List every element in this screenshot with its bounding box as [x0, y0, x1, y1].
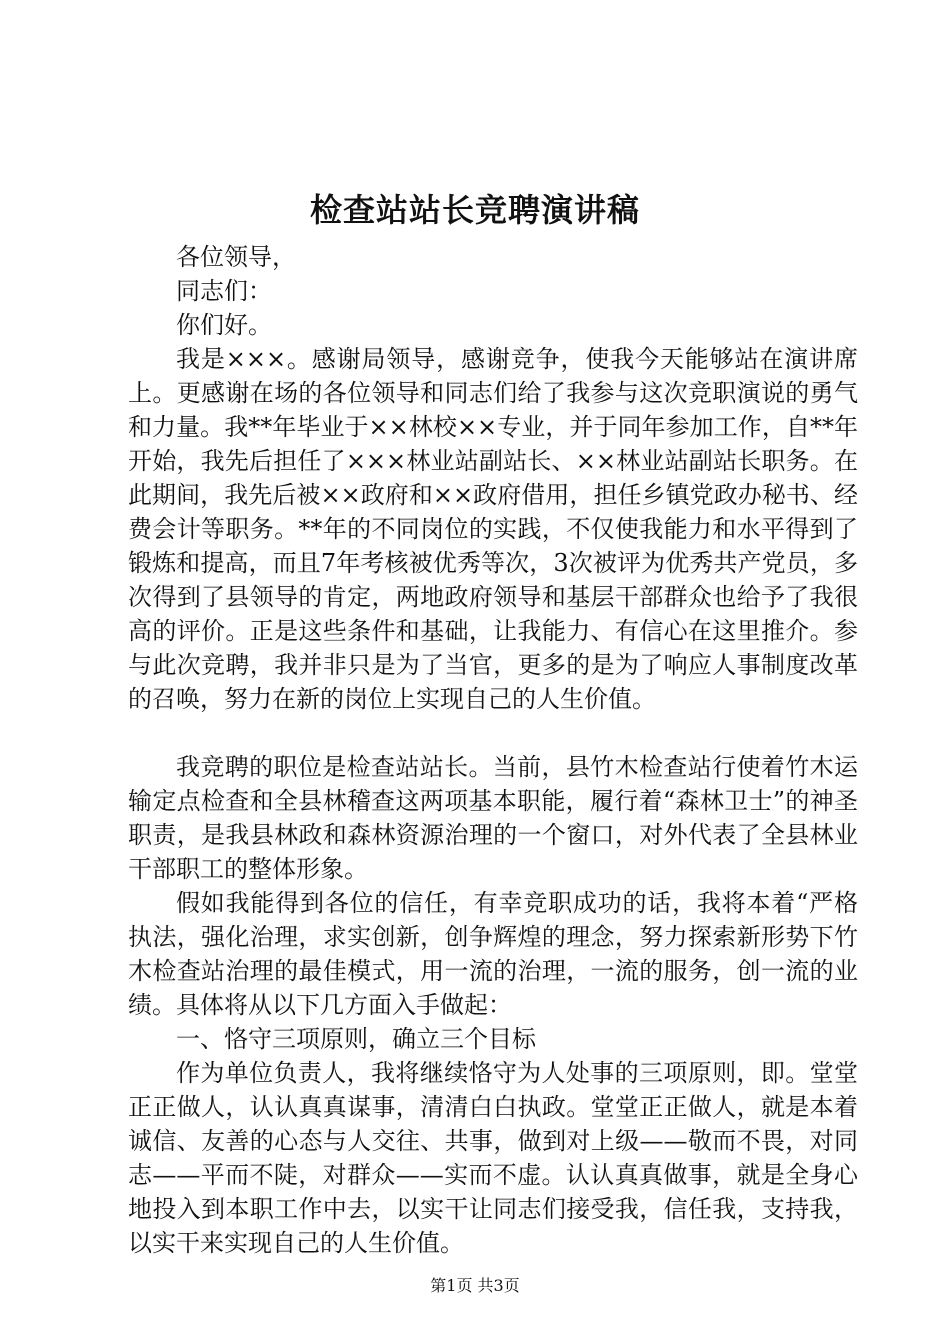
page-title: 检查站站长竞聘演讲稿 — [309, 191, 640, 229]
paragraph-introduction: 我是×××。感谢局领导，感谢竞争，使我今天能够站在演讲席上。更感谢在场的各位领导和同志们给了我参与这次竞职演说的勇气和力量。我**年毕业于××林校××专业，并于同年参加工作，自**年开始，我先后担任了×××林业站副站长、××林业站副站长职务。在此期间，我先后被××政府和××政府借用，担任乡镇党政办秘书、经费会计等职务。**年的不同岗位的实践，不仅使我能力和水平得到了锻炼和提高，而且7年考核被优秀等次，3次被评为优秀共产党员，多次得到了县领导的肯定，两地政府领导和基层干部群众也给予了我很高的评价。正是这些条件和基础，让我能力、有信心在这里推介。参与此次竞聘，我并非只是为了当官，更多的是为了响应人事制度改革的召唤，努力在新的岗位上实现自己的人生价值。 — [128, 345, 858, 713]
paragraph-spacer — [128, 716, 858, 750]
salutation-comrades: 同志们： — [176, 277, 272, 305]
paragraph-plan: 假如我能得到各位的信任，有幸竞职成功的话，我将本着“严格执法，强化治理，求实创新，创争辉煌的理念，努力探索新形势下竹木检查站治理的最佳模式，用一流的治理，一流的服务，创一流的业绩。具体将从以下几方面入手做起： — [128, 889, 858, 1019]
page-footer: 第1页 共3页 — [430, 1276, 520, 1295]
paragraph-principles: 作为单位负责人，我将继续恪守为人处事的三项原则，即。堂堂正正做人，认认真真谋事，清清白白执政。堂堂正正做人，就是本着诚信、友善的心态与人交往、共事，做到对上级——敬而不畏，对同志——平而不陡，对群众——实而不虚。认认真真做事，就是全身心地投入到本职工作中去，以实干让同志们接受我，信任我，支持我，以实干来实现自己的人生价值。 — [128, 1059, 858, 1257]
salutation-leaders: 各位领导， — [176, 243, 296, 271]
document-body — [128, 240, 858, 1260]
paragraph-position: 我竞聘的职位是检查站站长。当前，县竹木检查站行使着竹木运输定点检查和全县林稽查这两项基本职能，履行着“森林卫士”的神圣职责，是我县林政和森林资源治理的一个窗口，对外代表了全县林业干部职工的整体形象。 — [128, 753, 858, 883]
greeting: 你们好。 — [176, 311, 272, 339]
section-heading: 一、恪守三项原则，确立三个目标 — [176, 1025, 536, 1053]
